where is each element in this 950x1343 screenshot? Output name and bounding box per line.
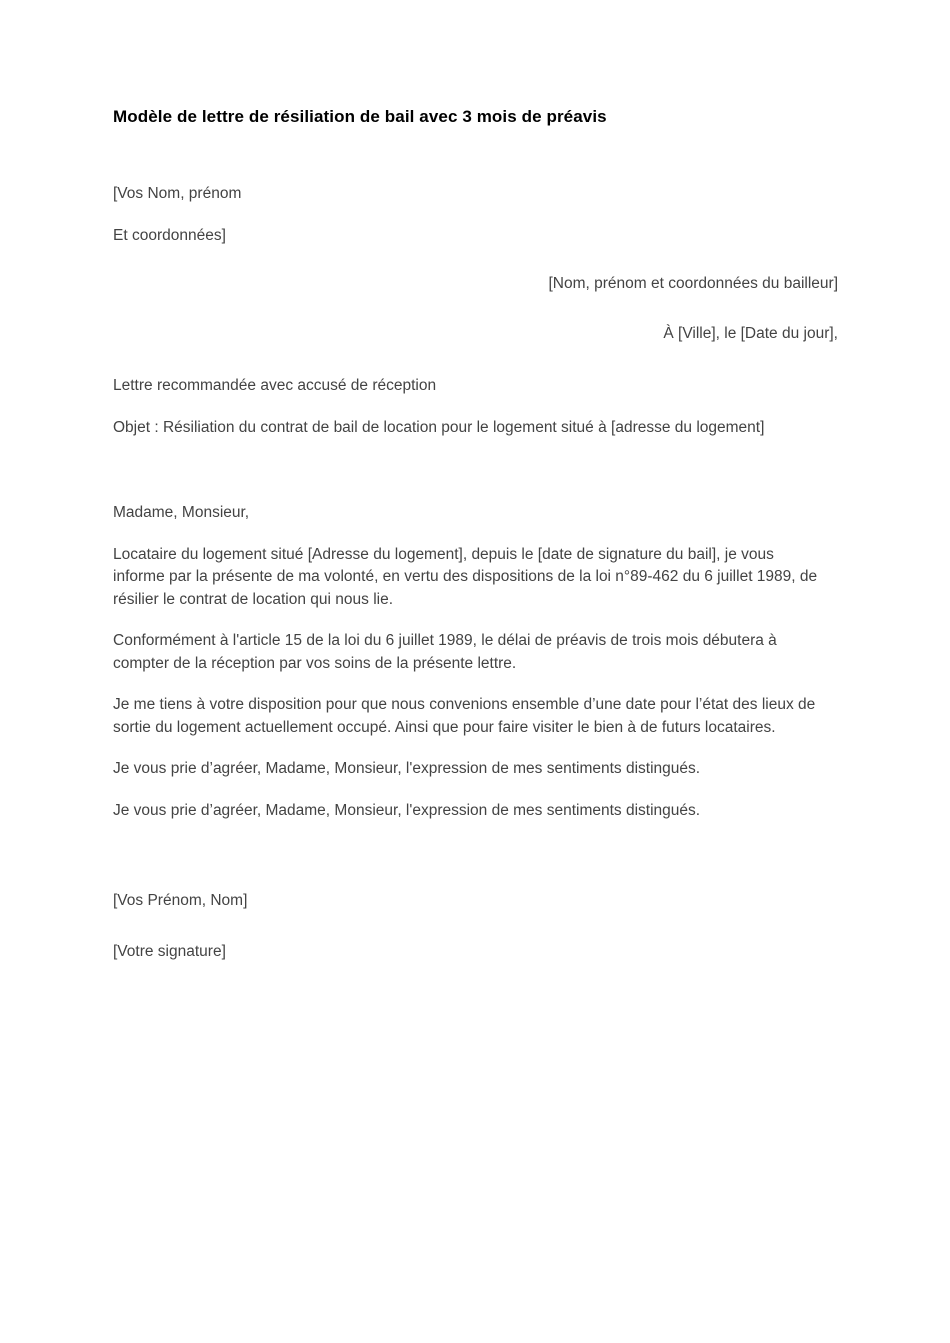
spacer [113, 128, 829, 183]
sender-address-line-2: Et coordonnées] [113, 226, 226, 244]
spacer [113, 296, 829, 323]
spacer [113, 398, 829, 417]
spacer [113, 345, 829, 375]
closing-paragraph-1: Je vous prie d’agréer, Madame, Monsieur, l'expression de mes sentiments distingués. [113, 760, 701, 777]
spacer [113, 913, 829, 941]
spacer [113, 822, 829, 890]
document-body [113, 106, 838, 963]
body-paragraph-2: Conformément à l'article 15 de la loi du 6 juillet 1989, le délai de préavis de trois mois débutera à compter de la réception par vos soins de la présente lettre. [113, 632, 777, 672]
spacer [113, 439, 829, 502]
page-title: Modèle de lettre de résiliation de bail avec 3 mois de préavis [113, 107, 607, 126]
spacer [113, 525, 829, 544]
salutation: Madame, Monsieur, [113, 504, 250, 521]
closing-paragraph-2: Je vous prie d’agréer, Madame, Monsieur, l'expression de mes sentiments distingués. [113, 801, 701, 819]
spacer [113, 247, 829, 273]
delivery-method-note: Lettre recommandée avec accusé de réception [113, 377, 437, 394]
body-paragraph-1: Locataire du logement situé [Adresse du logement], depuis le [date de signature du bail], je vous informe par la présente de ma volonté, en vertu des dispositions de la loi n°89-462 du 6 juillet 1989, de résilier le contrat de location qui nous lie. [113, 545, 818, 608]
recipient-address: [Nom, prénom et coordonnées du bailleur] [548, 275, 838, 292]
spacer [113, 675, 829, 694]
spacer [113, 739, 829, 758]
subject-line: Objet : Résiliation du contrat de bail de location pour le logement situé à [adresse du logement] [113, 418, 765, 436]
spacer [113, 781, 829, 800]
body-paragraph-3: Je me tiens à votre disposition pour que nous convenions ensemble d’une date pour l’état des lieux de sortie du logement actuellement occupé. Ainsi que pour faire visiter le bien à de futurs locataires. [113, 696, 816, 736]
place-and-date-line: À [Ville], le [Date du jour], [663, 324, 838, 342]
signature-placeholder: [Votre signature] [113, 942, 226, 960]
sender-address-line-1: [Vos Nom, prénom [113, 185, 242, 202]
spacer [113, 611, 829, 630]
signature-name-placeholder: [Vos Prénom, Nom] [113, 892, 248, 909]
spacer [113, 206, 829, 225]
